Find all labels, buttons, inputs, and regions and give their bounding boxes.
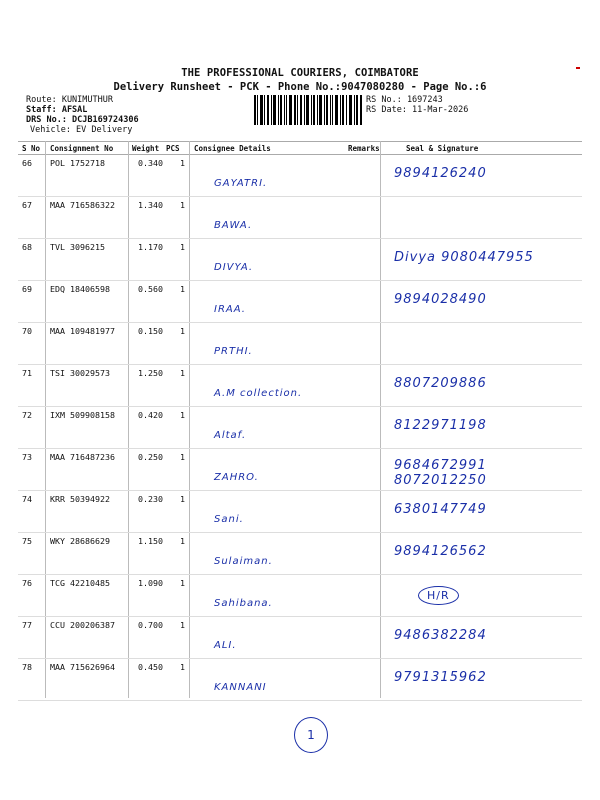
runsheet-meta-left [26, 95, 139, 135]
row-consignee-name: Sahibana. [214, 598, 273, 609]
row-consignment-no: MAA 716487236 [50, 452, 115, 462]
row-sno: 76 [22, 578, 32, 588]
row-pcs: 1 [180, 494, 185, 504]
row-sno: 70 [22, 326, 32, 336]
row-consignee-name: IRAA. [214, 304, 246, 315]
row-consignment-no: MAA 716586322 [50, 200, 115, 210]
row-consignment-no: EDQ 18406598 [50, 284, 110, 294]
row-signature [418, 586, 459, 605]
row-consignment-no: KRR 50394922 [50, 494, 110, 504]
row-signature: 9684672991 8072012250 [394, 458, 487, 488]
drs-label: DRS No.: DCJB169724306 [26, 115, 139, 125]
row-consignment-no: MAA 109481977 [50, 326, 115, 336]
document-title: THE PROFESSIONAL COURIERS, COIMBATORE [181, 67, 419, 79]
row-signature: 9894126562 [394, 544, 487, 559]
table-row [18, 406, 584, 448]
table-row [18, 322, 584, 364]
col-header-pcs: PCS [166, 144, 180, 153]
row-weight: 1.090 [138, 578, 163, 588]
row-weight: 1.340 [138, 200, 163, 210]
row-signature: 9486382284 [394, 628, 487, 643]
table-row [18, 532, 584, 574]
row-weight: 0.340 [138, 158, 163, 168]
row-pcs: 1 [180, 200, 185, 210]
row-consignment-no: IXM 509908158 [50, 410, 115, 420]
table-row [18, 238, 584, 280]
row-consignee-name: KANNANI [214, 682, 267, 693]
row-consignment-no: TCG 42210485 [50, 578, 110, 588]
row-sno: 72 [22, 410, 32, 420]
row-signature: 9894126240 [394, 166, 487, 181]
row-sno: 74 [22, 494, 32, 504]
row-consignment-no: WKY 28686629 [50, 536, 110, 546]
table-row [18, 574, 584, 616]
row-weight: 0.450 [138, 662, 163, 672]
row-sno: 68 [22, 242, 32, 252]
row-signature: Divya 9080447955 [394, 250, 534, 265]
table-row [18, 616, 584, 658]
col-header-sno: S No [22, 144, 41, 153]
row-sno: 71 [22, 368, 32, 378]
row-pcs: 1 [180, 578, 185, 588]
barcode-image [254, 95, 362, 125]
row-divider [18, 700, 582, 701]
row-consignee-name: Altaf. [214, 430, 247, 441]
row-weight: 0.250 [138, 452, 163, 462]
row-signature: 9791315962 [394, 670, 487, 685]
row-weight: 1.170 [138, 242, 163, 252]
row-pcs: 1 [180, 158, 185, 168]
row-consignee-name: Sani. [214, 514, 244, 525]
row-weight: 0.230 [138, 494, 163, 504]
runsheet-meta-right [366, 95, 468, 115]
col-header-seal: Seal & Signature [406, 144, 479, 153]
table-row [18, 448, 584, 490]
rs-date-label: RS Date: 11-Mar-2026 [366, 105, 469, 115]
row-consignee-name: ZAHRO. [214, 472, 259, 483]
row-weight: 1.150 [138, 536, 163, 546]
row-weight: 1.250 [138, 368, 163, 378]
page-mark-text: 1 [307, 728, 315, 742]
table-row [18, 154, 584, 196]
row-pcs: 1 [180, 536, 185, 546]
row-pcs: 1 [180, 452, 185, 462]
row-signature: 9894028490 [394, 292, 487, 307]
row-consignment-no: TSI 30029573 [50, 368, 110, 378]
col-header-remarks: Remarks [348, 144, 380, 153]
row-consignee-name: PRTHI. [214, 346, 253, 357]
handwritten-page-number [294, 717, 328, 753]
row-consignee-name: ALI. [214, 640, 237, 651]
signature-circle: H/R [418, 586, 459, 605]
row-weight: 0.150 [138, 326, 163, 336]
row-pcs: 1 [180, 620, 185, 630]
row-weight: 0.700 [138, 620, 163, 630]
col-header-consignee: Consignee Details [194, 144, 271, 153]
table-row [18, 364, 584, 406]
row-consignee-name: GAYATRI. [214, 178, 268, 189]
row-sno: 73 [22, 452, 32, 462]
row-sno: 77 [22, 620, 32, 630]
row-pcs: 1 [180, 368, 185, 378]
row-consignment-no: POL 1752718 [50, 158, 105, 168]
runsheet-subtitle: Delivery Runsheet - PCK - Phone No.:9047080280 - Page No.:6 [113, 81, 487, 93]
row-pcs: 1 [180, 410, 185, 420]
row-sno: 67 [22, 200, 32, 210]
row-consignment-no: TVL 3096215 [50, 242, 105, 252]
row-consignment-no: MAA 715626964 [50, 662, 115, 672]
row-sno: 78 [22, 662, 32, 672]
row-signature: 8807209886 [394, 376, 487, 391]
route-label: Route: KUNIMUTHUR [26, 95, 113, 105]
row-consignee-name: A.M collection. [214, 388, 303, 399]
table-row [18, 280, 584, 322]
row-pcs: 1 [180, 284, 185, 294]
col-header-weight: Weight [132, 144, 160, 153]
row-weight: 0.420 [138, 410, 163, 420]
row-pcs: 1 [180, 662, 185, 672]
row-pcs: 1 [180, 242, 185, 252]
row-consignee-name: DIVYA. [214, 262, 254, 273]
row-sno: 66 [22, 158, 32, 168]
table-top-rule [18, 141, 582, 142]
table-row [18, 658, 584, 700]
row-sno: 75 [22, 536, 32, 546]
row-signature: 6380147749 [394, 502, 487, 517]
table-row [18, 196, 584, 238]
table-row [18, 490, 584, 532]
staff-label: Staff: AFSAL [26, 105, 88, 115]
row-consignee-name: Sulaiman. [214, 556, 273, 567]
row-pcs: 1 [180, 326, 185, 336]
row-signature: 8122971198 [394, 418, 487, 433]
vehicle-label: Vehicle: EV Delivery [30, 125, 133, 135]
row-weight: 0.560 [138, 284, 163, 294]
row-sno: 69 [22, 284, 32, 294]
rs-no-label: RS No.: 1697243 [366, 95, 443, 105]
row-consignee-name: BAWA. [214, 220, 253, 231]
col-header-consignment: Consignment No [50, 144, 114, 153]
row-consignment-no: CCU 200206387 [50, 620, 115, 630]
